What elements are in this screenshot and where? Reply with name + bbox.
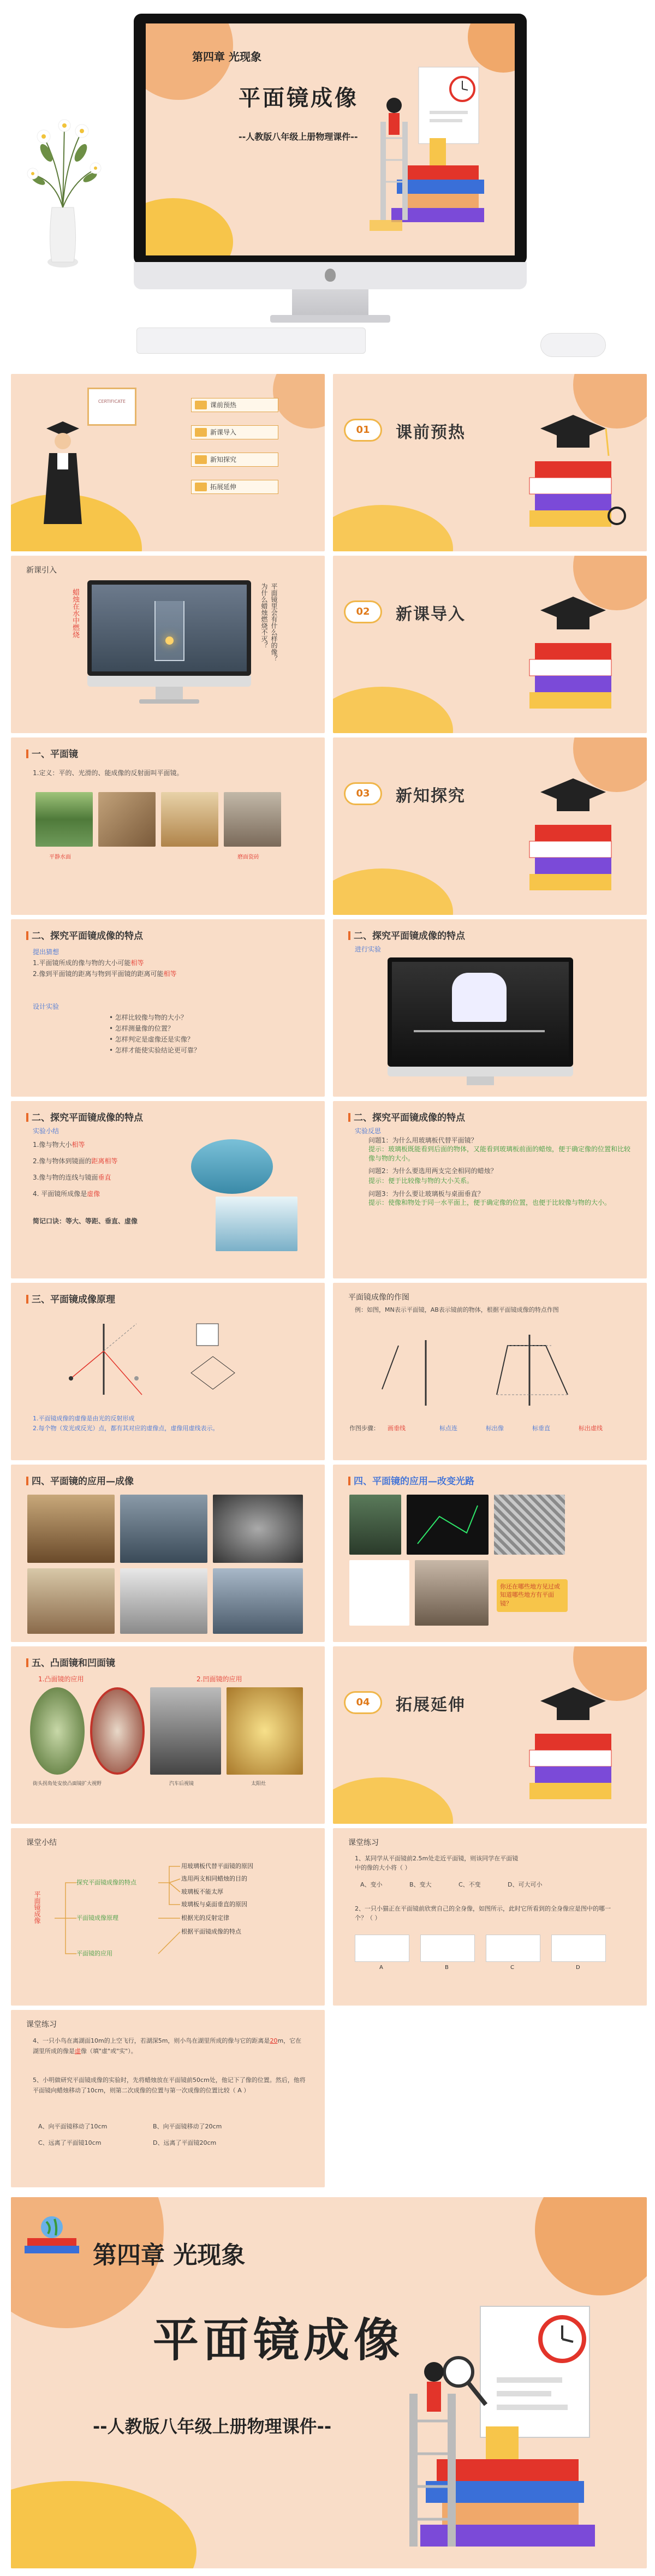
caption: 磨面瓷砖 xyxy=(237,854,259,860)
mirror-definition: 1.定义：平的、光滑的、能成像的反射面叫平面镜。 xyxy=(33,769,183,777)
section-title: 新知探究 xyxy=(396,787,466,806)
monitor xyxy=(134,14,527,325)
question-1: 1、某同学从平面镜前2.5m处走近平面镜，则该同学在平面镜中的像的大小将（ ） xyxy=(355,1855,519,1871)
slide-title: 课堂小结 xyxy=(26,1839,57,1847)
label: 2.凹面镜的应用 xyxy=(196,1675,242,1683)
summary-leaf: 根据光的反射定律 xyxy=(181,1914,229,1921)
slide-summary xyxy=(11,1828,325,2006)
answer-2: 提示：便于比较像与物的大小关系。 xyxy=(368,1177,474,1185)
slide-section-04 xyxy=(333,1646,647,1824)
option[interactable]: A、变小 xyxy=(360,1881,383,1888)
option[interactable]: D、远离了平面镜20cm xyxy=(153,2139,217,2146)
question-2: 2、一只小猫正在平面镜前欣赏自己的全身像，如图所示，此时它所看到的全身像应是图中的哪一个？（ ） xyxy=(355,1905,611,1921)
slide-app-imaging xyxy=(11,1465,325,1642)
summary-leaf: 根据平面镜成像的特点 xyxy=(181,1928,241,1935)
slide-explore-hypothesis xyxy=(11,919,325,1097)
figure-label: A xyxy=(379,1965,383,1971)
slide-blank xyxy=(333,2010,647,2187)
final-illustration xyxy=(393,2295,633,2557)
slide-title: 五、凸面镜和凹面镜 xyxy=(26,1655,115,1669)
caption: 太阳灶 xyxy=(251,1781,266,1787)
summary-line: 4. 平面镜所成像是虚像 xyxy=(33,1190,100,1198)
principle-line: 2.每个物（发光或反光）点，都有其对应的虚像点，虚像用虚线表示。 xyxy=(33,1425,219,1432)
app-photo xyxy=(120,1495,207,1563)
step: 标出像 xyxy=(486,1425,504,1432)
caption: 汽车后视镜 xyxy=(169,1781,194,1787)
subhead: 进行实验 xyxy=(355,945,382,953)
summary-root: 平面镜成像 xyxy=(33,1891,41,1924)
label: 1.凸面镜的应用 xyxy=(38,1675,84,1683)
slide-plane-mirror xyxy=(11,737,325,915)
slide-convex-concave xyxy=(11,1646,325,1824)
app-photo xyxy=(120,1568,207,1634)
hero-subtitle: --人教版八年级上册物理课件-- xyxy=(239,132,358,142)
figure-label: B xyxy=(445,1965,449,1971)
mouse xyxy=(540,333,606,357)
design-line: • 怎样比较像与物的大小？ xyxy=(109,1014,187,1021)
question-4: 4、一只小鸟在离湖面10m的上空飞行，若湖深5m，则小鸟在湖里所成的像与它的距离是20m，它在湖里所成的像是虚像（填"虚"或"实"）。 xyxy=(33,2037,302,2055)
summary-leaf: 用玻璃板代替平面镜的原因 xyxy=(181,1863,253,1870)
design-line: • 怎样判定是虚像还是实像？ xyxy=(109,1036,194,1043)
diagram-photo xyxy=(349,1560,409,1626)
hypothesis-1: 1.平面镜所成的像与物的大小可能相等 xyxy=(33,959,144,967)
books-cap-icon xyxy=(519,776,628,901)
candle-in-water-image xyxy=(92,585,247,671)
toc-tag-icon xyxy=(195,401,207,409)
slide-intro xyxy=(11,556,325,733)
video-monitor xyxy=(87,580,251,706)
figure-label: C xyxy=(510,1965,514,1971)
slide-title: 四、平面镜的应用—成像 xyxy=(26,1473,134,1487)
toc-item-2[interactable]: 新课导入 xyxy=(191,425,278,439)
section-number: 01 xyxy=(344,419,382,442)
section-title: 拓展延伸 xyxy=(396,1695,466,1715)
hero-chapter: 第四章 光现象 xyxy=(192,50,261,63)
summary-branch: 平面镜的应用 xyxy=(76,1950,112,1957)
mirror-person-photo xyxy=(98,792,156,847)
slide-explore-experiment xyxy=(333,919,647,1097)
summary-leaf: 玻璃板与桌面垂直的原因 xyxy=(181,1901,247,1908)
books-cap-icon xyxy=(519,412,628,538)
step: 画垂线 xyxy=(388,1425,406,1432)
option[interactable]: A、向平面镜移动了10cm xyxy=(38,2123,108,2130)
slide-title: 二、探究平面镜成像的特点 xyxy=(348,928,465,942)
principle-line: 1.平面镜成像的虚像是由光的反射形成 xyxy=(33,1415,135,1422)
final-chapter: 第四章 光现象 xyxy=(93,2241,246,2269)
experiment-video-monitor xyxy=(388,957,573,1088)
section-number: 02 xyxy=(344,600,382,623)
app-photo xyxy=(213,1568,303,1634)
section-number: 04 xyxy=(344,1691,382,1714)
books-cap-icon xyxy=(519,1685,628,1810)
slide-explore-reflection xyxy=(333,1101,647,1278)
toc-item-3[interactable]: 新知探究 xyxy=(191,453,278,467)
slide-title: 二、探究平面镜成像的特点 xyxy=(26,1110,143,1123)
slide-final xyxy=(11,2197,647,2568)
intro-question: 平面镜里会有什么样的像？为什么蜡烛燃烧不灭？ xyxy=(260,583,278,662)
slide-app-light-path xyxy=(333,1465,647,1642)
slide-title: 二、探究平面镜成像的特点 xyxy=(26,928,143,942)
section-title: 新课导入 xyxy=(396,605,466,624)
summary-branch: 探究平面镜成像的特点 xyxy=(76,1879,136,1886)
slide-explore-summary xyxy=(11,1101,325,1278)
question-2: 问题2：为什么要选用两支完全相同的蜡烛？ xyxy=(368,1167,497,1175)
subhead: 实验小结 xyxy=(33,1127,59,1135)
final-subtitle: --人教版八年级上册物理课件-- xyxy=(93,2416,332,2437)
street-mirror-photo xyxy=(30,1687,85,1775)
summary-line: 2.像与物体到镜面的距离相等 xyxy=(33,1157,118,1165)
solar-cooker-photo xyxy=(227,1687,303,1775)
cat-figures xyxy=(355,1935,617,1978)
option[interactable]: C、不变 xyxy=(458,1881,481,1888)
reflection-photo xyxy=(191,1139,273,1194)
option[interactable]: B、向平面镜移动了20cm xyxy=(153,2123,222,2130)
slide-toc xyxy=(11,374,325,551)
design-line: • 怎样才能使实验结论更可靠？ xyxy=(109,1046,200,1054)
slide-title: 三、平面镜成像原理 xyxy=(26,1292,115,1305)
slide-title: 一、平面镜 xyxy=(26,746,78,760)
drawing-diagram xyxy=(366,1329,617,1411)
steps-label: 作图步骤： xyxy=(349,1425,379,1432)
question-5: 5、小明做研究平面镜成像的实验时，先将蜡烛放在平面镜前50cm处，他记下了像的位置。然后，他将平面镜向蜡烛移动了10cm，则第二次成像的位置与第一次成像的位置比较（ A ） xyxy=(33,2077,306,2094)
toc-tag-icon xyxy=(195,455,207,464)
maze-photo xyxy=(494,1495,565,1555)
slide-section-01 xyxy=(333,374,647,551)
app-photo xyxy=(27,1568,115,1634)
option[interactable]: B、变大 xyxy=(409,1881,432,1888)
caption: 平静水面 xyxy=(49,854,71,860)
summary-tree xyxy=(33,1858,306,1984)
mirror-room-photo xyxy=(415,1560,489,1626)
lake-photo xyxy=(35,792,93,847)
rearview-mirror-photo xyxy=(150,1687,221,1775)
hero-illustration xyxy=(370,56,501,236)
drawing-text: 例：如图，MN表示平面镜，AB表示镜前的物体，根据平面镜成像的特点作图 xyxy=(355,1306,559,1313)
subhead: 提出猜想 xyxy=(33,948,59,956)
slide-title: 新课引入 xyxy=(26,566,57,575)
slide-drawing xyxy=(333,1283,647,1460)
step: 标出虚线 xyxy=(579,1425,603,1432)
boat-photo xyxy=(216,1197,297,1251)
principle-diagram xyxy=(60,1313,267,1406)
vase-plant xyxy=(22,115,104,278)
note-box: 你还在哪些地方见过或知道哪些地方有平面镜？ xyxy=(497,1579,568,1612)
books-cap-icon xyxy=(519,594,628,719)
question-3: 问题3：为什么要让玻璃板与桌面垂直？ xyxy=(368,1190,484,1198)
question-1: 问题1：为什么用玻璃板代替平面镜？ xyxy=(368,1137,478,1144)
option[interactable]: D、可大可小 xyxy=(508,1881,543,1888)
section-number: 03 xyxy=(344,782,382,805)
globe-books-icon xyxy=(22,2211,82,2260)
periscope-photo xyxy=(349,1495,401,1555)
summary-line: 1.像与物大小相等 xyxy=(33,1141,85,1149)
summary-leaf: 玻璃板不能太厚 xyxy=(181,1888,223,1895)
monitor-screen xyxy=(146,23,515,255)
summary-line: 3.像与物的连线与镜面垂直 xyxy=(33,1174,111,1181)
slide-principle xyxy=(11,1283,325,1460)
slide-title: 课堂练习 xyxy=(348,1839,379,1847)
section-title: 课前预热 xyxy=(396,423,466,442)
caption: 街头拐角处安放凸面镜扩大视野 xyxy=(33,1781,102,1787)
toc-item-1[interactable]: 课前预热 xyxy=(191,398,278,412)
slide-title: 课堂练习 xyxy=(26,2020,57,2029)
experiment-image xyxy=(392,962,569,1062)
room-photo xyxy=(161,792,218,847)
figure-label: D xyxy=(576,1965,580,1971)
hypothesis-2: 2.像到平面镜的距离与物到平面镜的距离可能相等 xyxy=(33,970,177,978)
answer-1: 提示：玻璃板既能看到后面的物体，又能看到玻璃板前面的蜡烛，便于确定像的位置和比较像与物的大小。 xyxy=(368,1145,631,1162)
toc-tag-icon xyxy=(195,428,207,437)
laser-photo xyxy=(407,1495,489,1555)
summary-leaf: 选用两支相同蜡烛的目的 xyxy=(181,1875,247,1882)
slide-title: 四、平面镜的应用—改变光路 xyxy=(348,1473,474,1487)
certificate-icon: CERTIFICATE xyxy=(87,388,136,426)
final-title: 平面镜成像 xyxy=(153,2313,404,2367)
toc-tag-icon xyxy=(195,483,207,491)
slide-practice-1 xyxy=(333,1828,647,2006)
app-photo xyxy=(27,1495,115,1563)
slide-title: 平面镜成像的作图 xyxy=(348,1293,409,1302)
answer-3: 提示：使像和物处于同一水平面上，便于确定像的位置，也便于比较像与物的大小。 xyxy=(368,1199,611,1206)
red-note: 蜡烛在水中燃烧 xyxy=(71,588,79,638)
tile-photo xyxy=(224,792,281,847)
summary-branch: 平面镜成像原理 xyxy=(76,1914,118,1921)
step: 标垂直 xyxy=(532,1425,550,1432)
subhead: 设计实验 xyxy=(33,1003,59,1010)
design-line: • 怎样测量像的位置？ xyxy=(109,1025,174,1032)
slide-section-02 xyxy=(333,556,647,733)
street-mirror-photo-2 xyxy=(90,1687,145,1775)
subhead: 实验反思 xyxy=(355,1127,382,1135)
app-photo xyxy=(213,1495,303,1563)
toc-item-4[interactable]: 拓展延伸 xyxy=(191,480,278,494)
hero-section xyxy=(0,0,655,371)
apple-logo-icon xyxy=(325,269,336,282)
slide-practice-2 xyxy=(11,2010,325,2187)
slide-title: 二、探究平面镜成像的特点 xyxy=(348,1110,465,1123)
graduate-figure xyxy=(41,420,85,530)
step: 标点连 xyxy=(439,1425,457,1432)
memo-line: 简记口诀：等大、等距、垂直、虚像 xyxy=(33,1217,138,1225)
slide-section-03 xyxy=(333,737,647,915)
hero-title: 平面镜成像 xyxy=(239,86,359,111)
option[interactable]: C、远离了平面镜10cm xyxy=(38,2139,102,2146)
keyboard xyxy=(136,328,366,354)
